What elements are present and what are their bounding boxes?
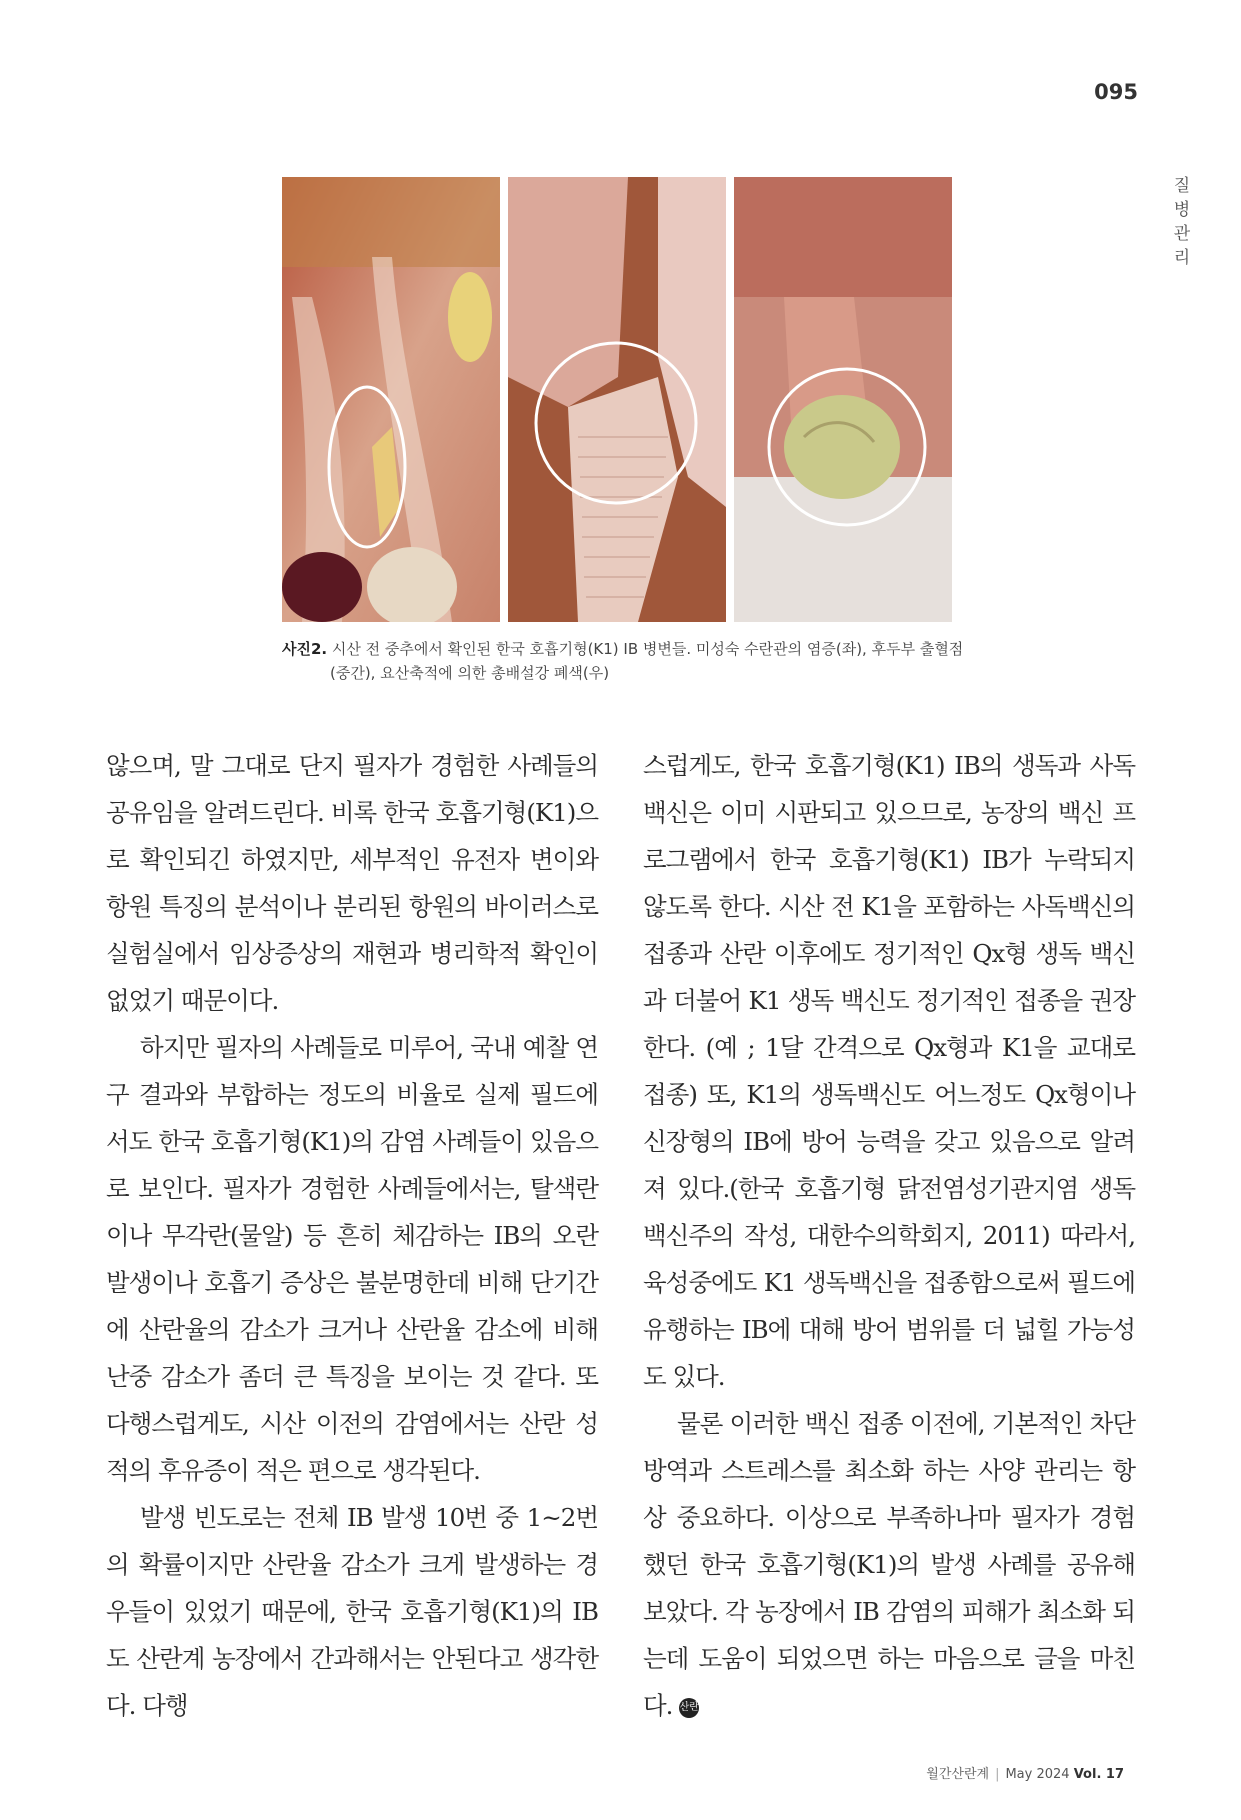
issue-date: May 2024 (1005, 1767, 1070, 1782)
paragraph: 스럽게도, 한국 호흡기형(K1) IB의 생독과 사독백신은 이미 시판되고 있으므로, 농장의 백신 프로그램에서 한국 호흡기형(K1) IB가 누락되지 않도록 한다. 시산 전 K1을 포함하는 사독백신의 접종과 산란 이후에도 정기적인 Qx형 생독 백신과 더불어 K1 생독 백신도 정기적인 접종을 권장한다. (예 ; 1달 간격으로 Qx형과 K1을 교대로 접종) 또, K1의 생독백신도 어느정도 Qx형이나 신장형의 IB에 방어 능력을 갖고 있음으로 알려져 있다.(한국 호흡기형 닭전염성기관지염 생독백신주의 작성, 대한수의학회지, 2011) 따라서, 육성중에도 K1 생독백신을 접종함으로써 필드에 유행하는 IB에 대해 방어 범위를 더 넓힐 가능성도 있다. (643, 751, 1135, 1391)
paragraph: 발생 빈도로는 전체 IB 발생 10번 중 1~2번의 확률이지만 산란율 감소가 크게 발생하는 경우들이 있었기 때문에, 한국 호흡기형(K1)의 IB도 산란계 농장에서 간과해서는 안된다고 생각한다. 다행 (106, 1503, 598, 1720)
right-column (643, 742, 1135, 1729)
page-number: 095 (1094, 80, 1138, 104)
caption-text-line2: (중간), 요산축적에 의한 총배설강 폐색(우) (330, 664, 610, 682)
photo-middle (508, 177, 726, 622)
paragraph: 않으며, 말 그대로 단지 필자가 경험한 사례들의 공유임을 알려드린다. 비록 한국 호흡기형(K1)으로 확인되긴 하였지만, 세부적인 유전자 변이와 항원 특징의 분석이나 분리된 항원의 바이러스로 실험실에서 임상증상의 재현과 병리학적 확인이 없었기 때문이다. (106, 751, 598, 1015)
end-mark-icon: 산란 (679, 1698, 699, 1718)
photo-caption (282, 637, 982, 685)
photo-right (734, 177, 952, 622)
magazine-name: 월간산란계 (926, 1767, 990, 1782)
left-column (106, 742, 598, 1729)
caption-text-line1: 시산 전 중추에서 확인된 한국 호흡기형(K1) IB 병변들. 미성숙 수란관의 염증(좌), 후두부 출혈점 (327, 640, 964, 658)
paragraph-text: 물론 이러한 백신 접종 이전에, 기본적인 차단 방역과 스트레스를 최소화 하는 사양 관리는 항상 중요하다. 이상으로 부족하나마 필자가 경험했던 한국 호흡기형(K1)의 발생 사례를 공유해 보았다. 각 농장에서 IB 감염의 피해가 최소화 되는데 도움이 되었으면 하는 마음으로 글을 마친다. (643, 1409, 1135, 1720)
photo-left (282, 177, 500, 622)
paragraph: 하지만 필자의 사례들로 미루어, 국내 예찰 연구 결과와 부합하는 정도의 비율로 실제 필드에서도 한국 호흡기형(K1)의 감염 사례들이 있음으로 보인다. 필자가 경험한 사례들에서는, 탈색란이나 무각란(물알) 등 흔히 체감하는 IB의 오란 발생이나 호흡기 증상은 불분명한데 비해 단기간에 산란율의 감소가 크거나 산란율 감소에 비해 난중 감소가 좀더 큰 특징을 보이는 것 같다. 또 다행스럽게도, 시산 이전의 감염에서는 산란 성적의 후유증이 적은 편으로 생각된다. (106, 1033, 598, 1485)
section-label: 질병관리 (1173, 176, 1191, 268)
paragraph (643, 1400, 1135, 1729)
volume-number: Vol. 17 (1073, 1767, 1124, 1782)
footer (780, 1763, 1124, 1782)
caption-lead: 사진2. (282, 640, 328, 658)
footer-separator: | (995, 1767, 1000, 1782)
